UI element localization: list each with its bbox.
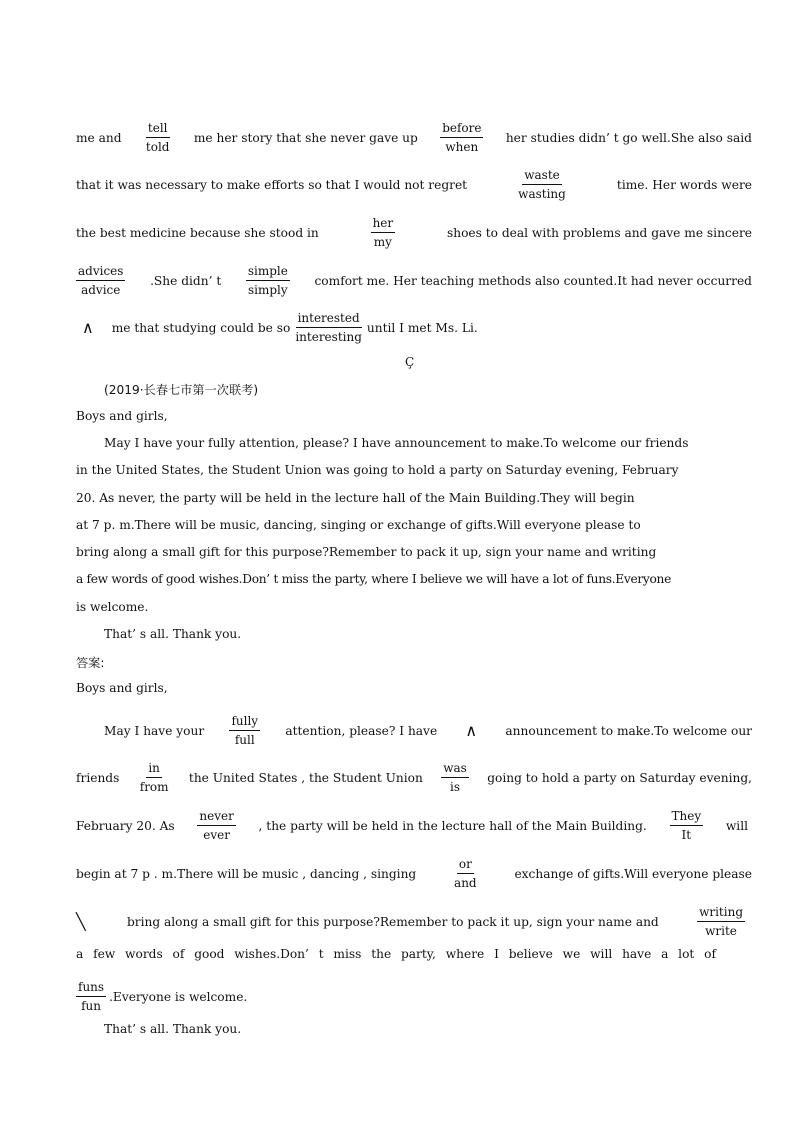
text-span: .Everyone is welcome.	[109, 989, 248, 1004]
text-line-5	[76, 309, 752, 346]
correction-tell: $\frac{\text{tell}}{\text{told}}$	[145, 121, 170, 154]
text-line-4	[76, 262, 752, 299]
correction-funs: $\frac{\text{funs}}{\text{fun}}$	[78, 980, 105, 1013]
correction-simple: $\frac{\text{simple}}{\text{simply}}$	[247, 264, 288, 297]
answer-line-6: a few words of good wishes.Don’ t miss the party, where I believe we will have a lot of	[76, 947, 716, 961]
correction-in: $\frac{in}{\text{from}}$	[139, 761, 169, 794]
correction-her: $\frac{\text{her}}{my}$	[372, 216, 394, 249]
text-line-2	[76, 166, 752, 203]
correction-was: $\frac{\text{was}}{is}$	[443, 761, 467, 794]
correction-advices: $\frac{\text{advices}}{\text{advice}}$	[78, 264, 124, 297]
answer-greeting: Boys and girls,	[76, 681, 168, 695]
text-span: her studies didn’ t go well.She also said	[505, 130, 752, 145]
passage-closing: That’ s all. Thank you.	[104, 627, 242, 641]
passage-line: 20. As never, the party will be held in the lecture hall of the Main Building.They will begin	[76, 491, 635, 505]
correction-fully: $\frac{\text{fully}}{\text{full}}$	[231, 714, 259, 747]
correction-waste: $\frac{\text{waste}}{\text{wasting}}$	[518, 168, 566, 201]
correction-or: $\frac{or}{\text{and}}$	[454, 857, 477, 890]
passage-greeting: Boys and girls,	[76, 409, 168, 423]
correction-never: $\frac{\text{never}}{\text{ever}}$	[199, 809, 234, 842]
text-span: February 20. As	[76, 818, 175, 833]
correction-before: $\frac{\text{before}}{\text{when}}$	[442, 121, 482, 154]
answer-label: 答案:	[76, 656, 105, 670]
answer-line-3	[76, 807, 748, 844]
delete-mark: ╲	[76, 912, 86, 931]
passage-line: in the United States, the Student Union was going to hold a party on Saturday evening, February	[76, 463, 679, 477]
text-span: the best medicine because she stood in	[76, 225, 319, 240]
text-span: bring along a small gift for this purpose?Remember to pack it up, sign your name and	[126, 914, 659, 929]
text-span: the United States , the Student Union	[188, 770, 423, 785]
answer-line-7	[76, 978, 752, 1015]
source-label: (2019·长春七市第一次联考)	[104, 383, 259, 397]
text-line-3	[76, 214, 752, 251]
text-span: time. Her words were	[616, 177, 752, 192]
text-line-1	[76, 119, 752, 156]
answer-line-4	[76, 855, 752, 892]
text-span: me and	[76, 130, 122, 145]
stray-mark: Ç	[405, 355, 415, 369]
correction-they: $\frac{\text{They}}{It}$	[671, 809, 702, 842]
text-span: me her story that she never gave up	[193, 130, 418, 145]
text-span: May I have your	[104, 723, 205, 738]
answer-line-1	[76, 712, 752, 749]
text-span: until I met Ms. Li.	[366, 320, 478, 335]
answer-line-5	[76, 903, 748, 940]
text-span: comfort me. Her teaching methods also counted.It had never occurred	[314, 273, 752, 288]
insert-mark: ∧	[465, 721, 478, 740]
text-span: me that studying could be so	[111, 320, 291, 335]
text-span: announcement to make.To welcome our	[505, 723, 752, 738]
text-span: friends	[76, 770, 120, 785]
text-span: attention, please? I have	[285, 723, 438, 738]
correction-interested: $\frac{\text{interested}}{\text{interesting}}$	[295, 311, 362, 344]
text-span: shoes to deal with problems and gave me sincere	[446, 225, 752, 240]
text-span: , the party will be held in the lecture hall of the Main Building.	[258, 818, 647, 833]
passage-line: at 7 p. m.There will be music, dancing, singing or exchange of gifts.Will everyone please to	[76, 518, 641, 532]
insert-mark: ∧	[82, 318, 94, 337]
answer-line-2	[76, 759, 752, 796]
text-span: .She didn’ t	[150, 273, 222, 288]
correction-writing: $\frac{\text{writing}}{\text{write}}$	[699, 905, 743, 938]
text-span: exchange of gifts.Will everyone please	[514, 866, 752, 881]
passage-line: May I have your fully attention, please? I have announcement to make.To welcome our friends	[104, 436, 689, 450]
text-span: going to hold a party on Saturday evening,	[487, 770, 752, 785]
text-span: begin at 7 p . m.There will be music , dancing , singing	[76, 866, 417, 881]
passage-line: is welcome.	[76, 600, 149, 614]
passage-line: bring along a small gift for this purpose?Remember to pack it up, sign your name and writing	[76, 545, 657, 559]
passage-line: a few words of good wishes.Don’ t miss the party, where I believe we will have a lot of funs.Everyone	[76, 572, 672, 586]
text-span: will	[725, 818, 748, 833]
text-span: that it was necessary to make efforts so that I would not regret	[76, 177, 468, 192]
answer-closing: That’ s all. Thank you.	[104, 1022, 242, 1036]
